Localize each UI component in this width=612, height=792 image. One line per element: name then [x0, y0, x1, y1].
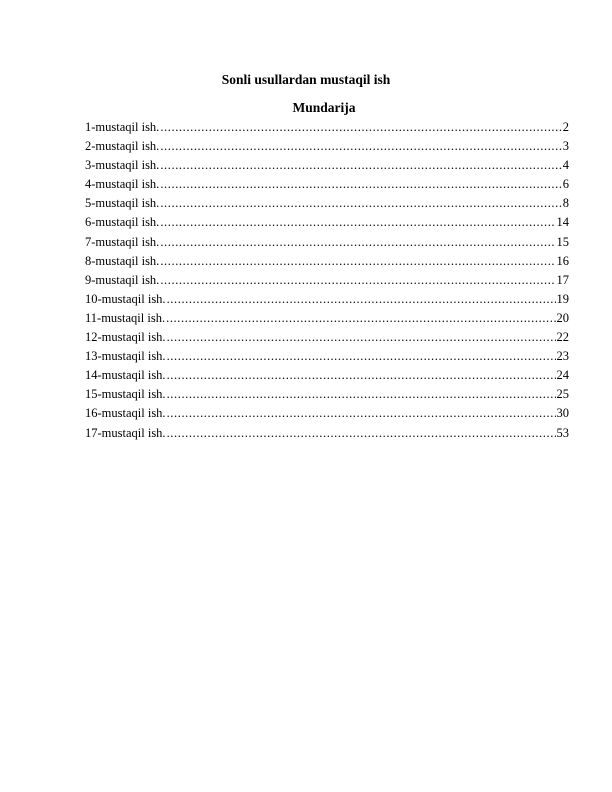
toc-entry-page: 4 — [562, 158, 569, 173]
toc-dot-leader — [160, 194, 561, 213]
toc-entry-label: 6-mustaqil ish. — [85, 215, 160, 230]
toc-dot-leader — [160, 175, 561, 194]
toc-dot-leader — [160, 252, 555, 271]
toc-entry-10[interactable] — [85, 290, 569, 309]
toc-dot-leader — [166, 309, 555, 328]
toc-entry-page: 53 — [556, 425, 569, 440]
toc-heading: Mundarija — [292, 100, 356, 115]
toc-dot-leader — [160, 137, 561, 156]
toc-entry-page: 2 — [562, 120, 569, 134]
toc-dot-leader — [167, 347, 556, 366]
toc-entry-16[interactable] — [85, 404, 569, 423]
toc-dot-leader — [167, 385, 556, 404]
toc-entry-label: 12-mustaqil ish. — [85, 330, 166, 345]
toc-entry-page: 30 — [556, 406, 569, 421]
toc-entry-page: 15 — [556, 234, 569, 249]
toc-entry-label: 8-mustaqil ish. — [85, 253, 160, 268]
toc-dot-leader — [167, 290, 556, 309]
toc-entry-page: 14 — [556, 215, 569, 230]
toc-dot-leader — [160, 118, 561, 137]
toc-dot-leader — [167, 424, 556, 443]
toc-entry-page: 8 — [562, 196, 569, 211]
toc-entry-9[interactable] — [85, 271, 569, 290]
toc-entry-11[interactable] — [85, 309, 569, 328]
document-title: Sonli usullardan mustaqil ish — [221, 72, 391, 87]
toc-dot-leader — [167, 328, 556, 347]
toc-dot-leader — [160, 271, 555, 290]
toc-entry-page: 24 — [556, 368, 569, 383]
toc-entry-label: 4-mustaqil ish. — [85, 177, 160, 192]
toc-entry-page: 3 — [562, 139, 569, 154]
toc-dot-leader — [167, 404, 556, 423]
toc-entry-label: 15-mustaqil ish. — [85, 387, 166, 402]
toc-entry-13[interactable] — [85, 347, 569, 366]
toc-entry-5[interactable] — [85, 194, 569, 213]
toc-entry-page: 16 — [556, 253, 569, 268]
toc-entry-3[interactable] — [85, 156, 569, 175]
toc-entry-14[interactable] — [85, 366, 569, 385]
toc-entry-page: 20 — [556, 310, 569, 325]
toc-entry-1[interactable] — [85, 118, 569, 137]
toc-dot-leader — [160, 233, 555, 252]
toc-entry-page: 23 — [556, 349, 569, 364]
toc-entry-label: 2-mustaqil ish. — [85, 139, 160, 154]
toc-dot-leader — [160, 213, 555, 232]
toc-entry-label: 9-mustaqil ish. — [85, 272, 160, 287]
toc-entry-label: 13-mustaqil ish. — [85, 349, 166, 364]
toc-entry-6[interactable] — [85, 213, 569, 232]
toc-entry-15[interactable] — [85, 385, 569, 404]
toc-entry-page: 22 — [556, 330, 569, 345]
toc-entry-label: 14-mustaqil ish. — [85, 368, 166, 383]
toc-entry-2[interactable] — [85, 137, 569, 156]
toc-entry-12[interactable] — [85, 328, 569, 347]
toc-entry-label: 1-mustaqil ish. — [85, 120, 160, 134]
toc-entry-label: 5-mustaqil ish. — [85, 196, 160, 211]
toc-entry-label: 11-mustaqil ish. — [85, 310, 166, 325]
toc-entry-page: 19 — [556, 291, 569, 306]
toc-dot-leader — [167, 366, 556, 385]
toc-entry-page: 17 — [556, 272, 569, 287]
toc-entry-label: 10-mustaqil ish. — [85, 291, 166, 306]
table-of-contents — [85, 118, 569, 443]
toc-entry-page: 6 — [562, 177, 569, 192]
toc-entry-label: 7-mustaqil ish. — [85, 234, 160, 249]
toc-entry-page: 25 — [556, 387, 569, 402]
toc-entry-label: 3-mustaqil ish. — [85, 158, 160, 173]
toc-entry-label: 17-mustaqil ish. — [85, 425, 166, 440]
toc-entry-17[interactable] — [85, 424, 569, 443]
toc-entry-4[interactable] — [85, 175, 569, 194]
toc-entry-7[interactable] — [85, 233, 569, 252]
toc-entry-8[interactable] — [85, 252, 569, 271]
toc-dot-leader — [160, 156, 561, 175]
toc-entry-label: 16-mustaqil ish. — [85, 406, 166, 421]
